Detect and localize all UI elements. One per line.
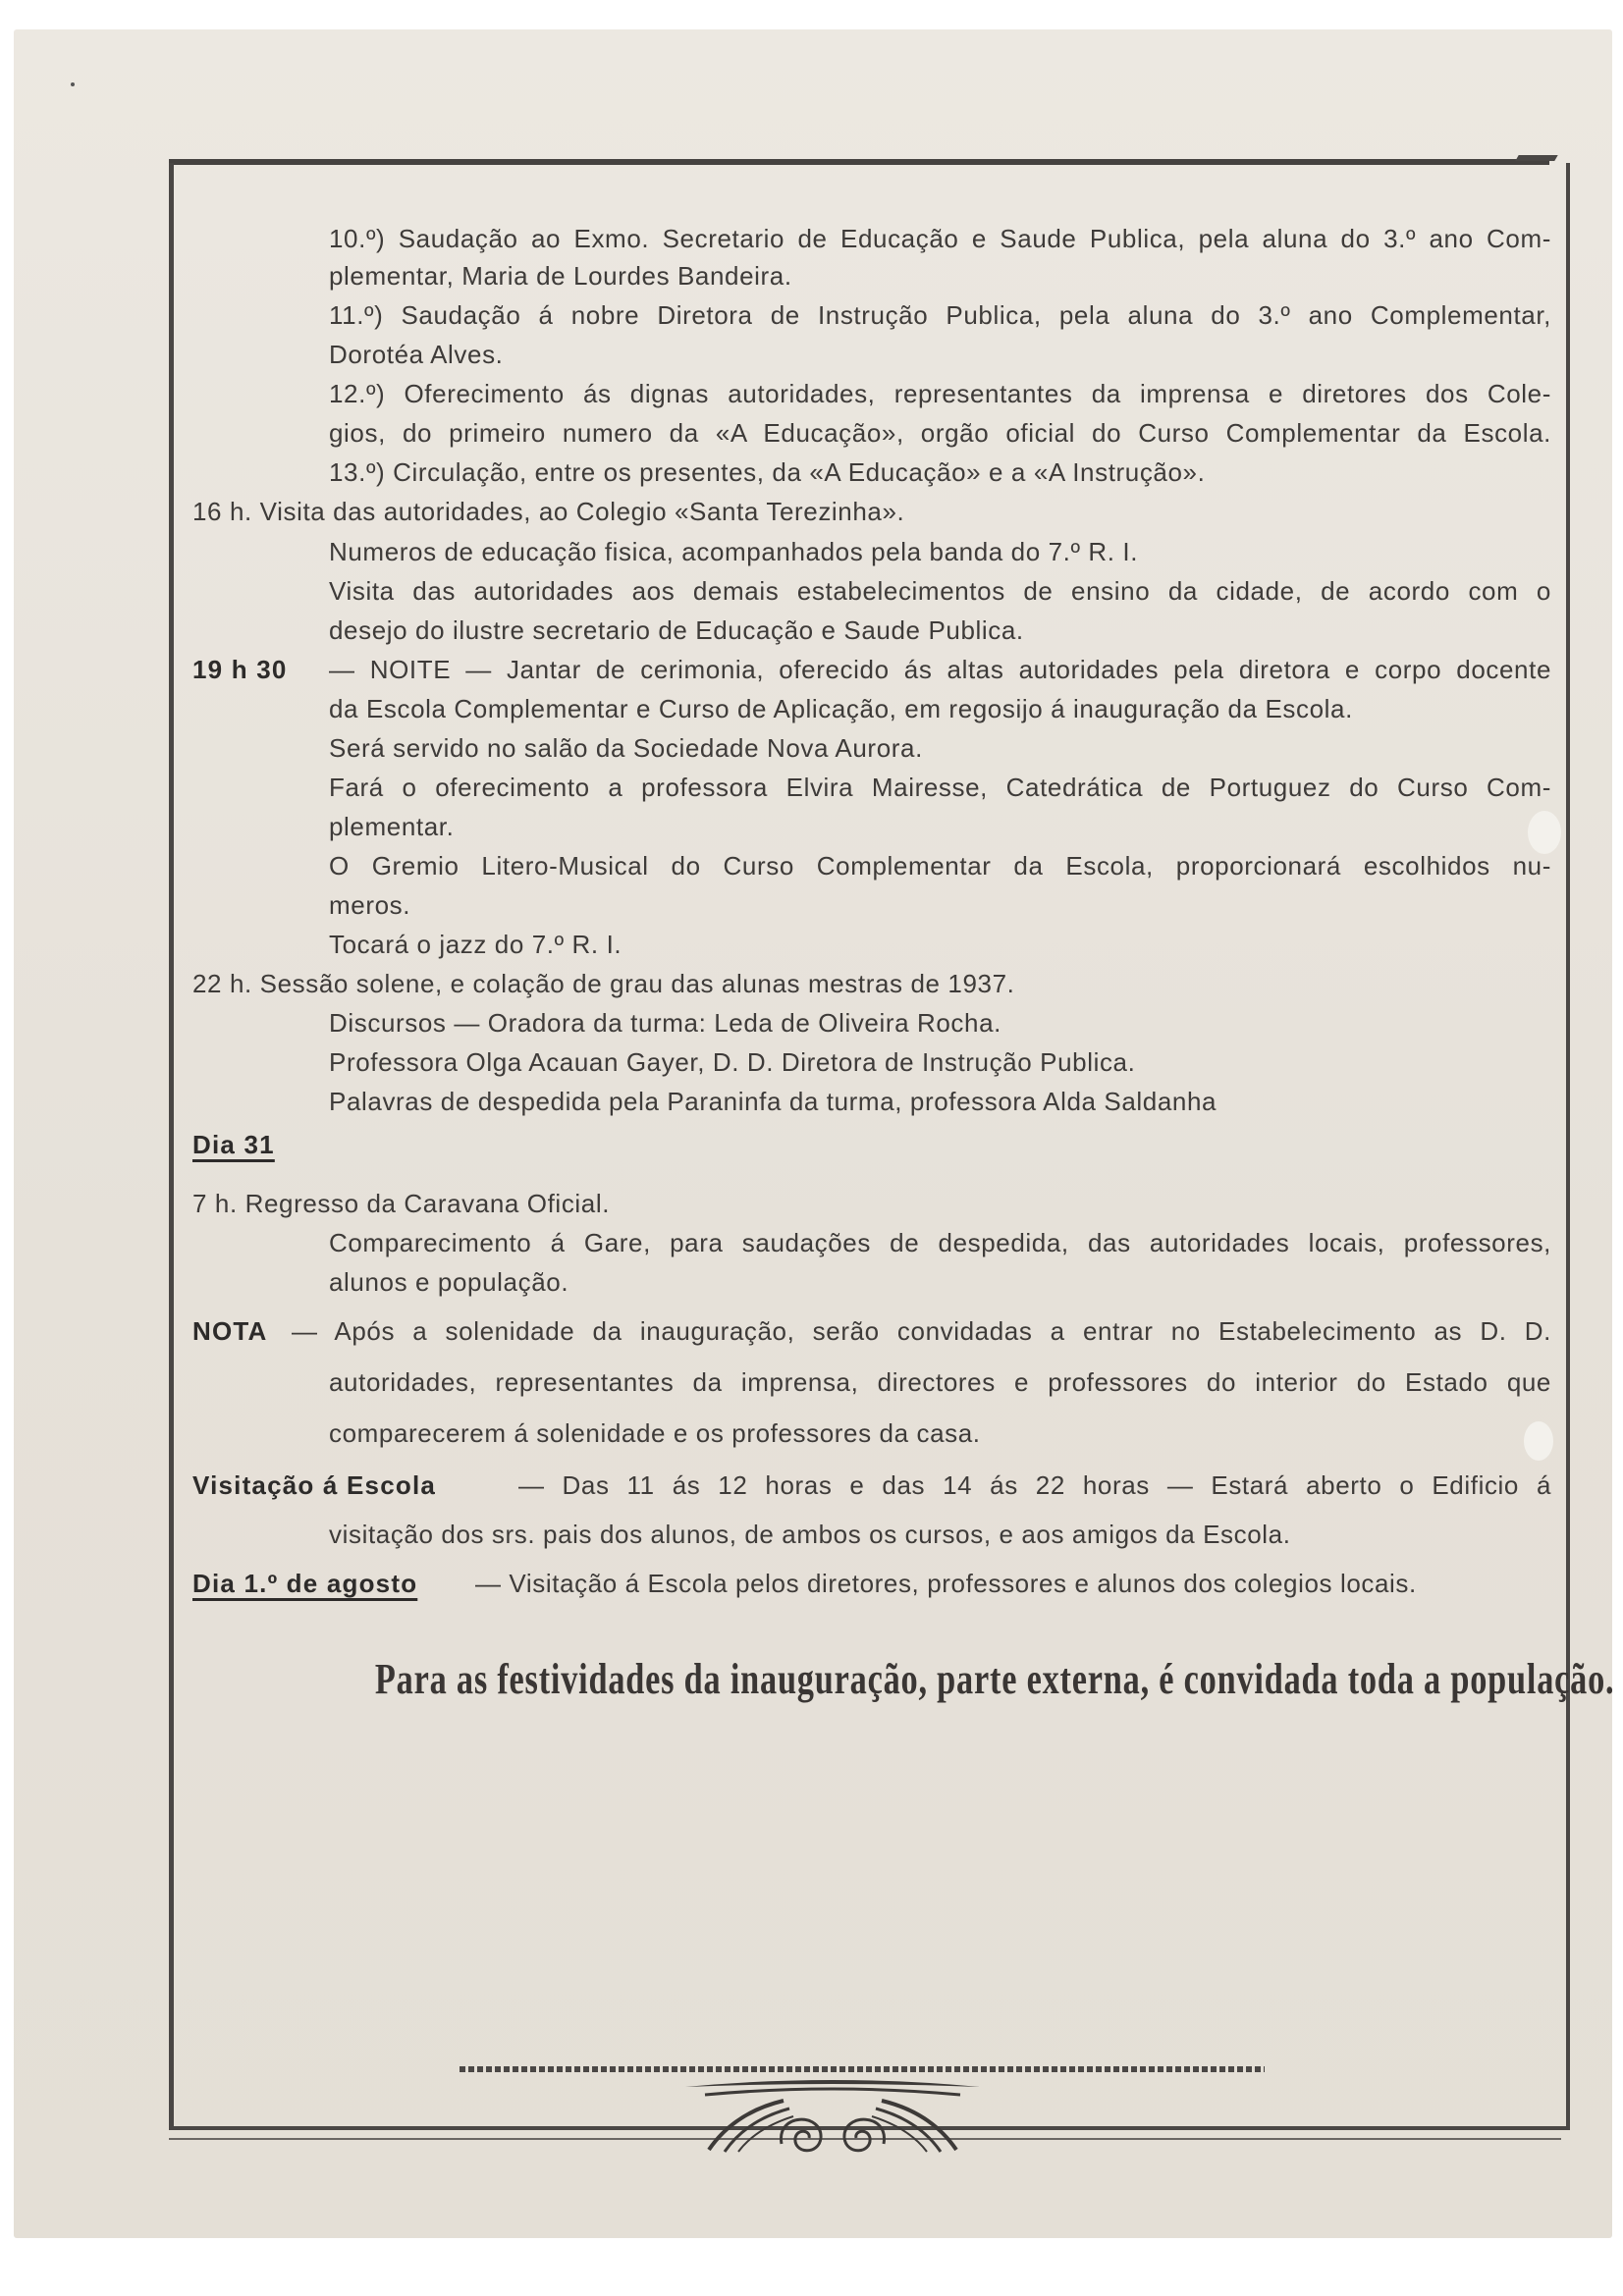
time-22h-sub-3: Palavras de despedida pela Paraninfa da turma, professora Alda Saldanha — [329, 1087, 1217, 1116]
time-7h-sub-1: Comparecimento á Gare, para saudações de despedida, das autoridades locais, professores, — [329, 1228, 1551, 1257]
visitacao-line-2: visitação dos srs. pais dos alunos, de ambos os cursos, e aos amigos da Escola. — [329, 1520, 1291, 1549]
day-31-heading: Dia 31 — [192, 1130, 275, 1159]
nota-line-1: — Após a solenidade da inauguração, serão convidadas a entrar no Estabelecimento as D. D. — [292, 1316, 1551, 1346]
visitacao-line-1: — Das 11 ás 12 horas e das 14 ás 22 horas — Estará aberto o Edificio á — [518, 1470, 1551, 1500]
nota-line-3: comparecerem á solenidade e os professores da casa. — [329, 1418, 981, 1448]
closing-invitation: Para as festividades da inauguração, parte externa, é convidada toda a população. — [374, 1655, 1615, 1703]
time-7h-sub-2: alunos e população. — [329, 1267, 569, 1297]
time-19h30-sub-2: Será servido no salão da Sociedade Nova Aurora. — [329, 733, 923, 763]
time-19h30-sub-1: da Escola Complementar e Curso de Aplicação, em regosijo á inauguração da Escola. — [329, 694, 1353, 723]
time-19h30-sub-3: Fará o oferecimento a professora Elvira Mairesse, Catedrática de Portuguez do Curso Com- — [329, 773, 1551, 802]
item-12-line-2: gios, do primeiro numero da «A Educação», orgão oficial do Curso Complementar da Escola. — [329, 418, 1551, 448]
time-19h30-label: 19 h 30 — [192, 655, 288, 684]
time-16h-sub-3: desejo do ilustre secretario de Educação e Saude Publica. — [329, 615, 1024, 645]
item-11-line-2: Dorotéa Alves. — [329, 340, 504, 369]
time-19h30-sub-4: plementar. — [329, 812, 455, 841]
item-10-line-2: plementar, Maria de Lourdes Bandeira. — [329, 261, 792, 291]
nota-label: NOTA — [192, 1316, 268, 1346]
time-7h-line: 7 h. Regresso da Caravana Oficial. — [192, 1189, 611, 1218]
time-19h30-sub-5: O Gremio Litero-Musical do Curso Complementar da Escola, proporcionará escolhidos nu- — [329, 851, 1551, 881]
nota-line-2: autoridades, representantes da imprensa, directores e professores do interior do Estado que — [329, 1367, 1551, 1397]
flourish-ornament-icon — [666, 2073, 1000, 2191]
dotted-rule — [460, 2066, 1265, 2072]
time-19h30-sub-6: meros. — [329, 890, 411, 920]
time-19h30-sub-7: Tocará o jazz do 7.º R. I. — [329, 930, 622, 959]
time-22h-line: 22 h. Sessão solene, e colação de grau das alunas mestras de 1937. — [192, 969, 1015, 998]
time-22h-sub-2: Professora Olga Acauan Gayer, D. D. Diretora de Instrução Publica. — [329, 1047, 1136, 1077]
item-10-line-1: 10.º) Saudação ao Exmo. Secretario de Educação e Saude Publica, pela aluna do 3.º ano Com- — [329, 224, 1551, 253]
item-12-line-1: 12.º) Oferecimento ás dignas autoridades, representantes da imprensa e diretores dos Cole- — [329, 379, 1551, 408]
time-16h-line: 16 h. Visita das autoridades, ao Colegio «Santa Terezinha». — [192, 497, 905, 526]
item-13-line: 13.º) Circulação, entre os presentes, da «A Educação» e a «A Instrução». — [329, 457, 1206, 487]
time-22h-sub-1: Discursos — Oradora da turma: Leda de Oliveira Rocha. — [329, 1008, 1001, 1038]
item-11-line-1: 11.º) Saudação á nobre Diretora de Instrução Publica, pela aluna do 3.º ano Complementar, — [329, 300, 1551, 330]
time-19h30-line: — NOITE — Jantar de cerimonia, oferecido ás altas autoridades pela diretora e corpo docente — [329, 655, 1551, 684]
august-1-line: — Visitação á Escola pelos diretores, professores e alunos dos colegios locais. — [475, 1569, 1417, 1598]
visitacao-label: Visitação á Escola — [192, 1470, 437, 1500]
august-1-label: Dia 1.º de agosto — [192, 1569, 418, 1598]
time-16h-sub-2: Visita das autoridades aos demais estabelecimentos de ensino da cidade, de acordo com o — [329, 576, 1551, 606]
time-16h-sub-1: Numeros de educação fisica, acompanhados pela banda do 7.º R. I. — [329, 537, 1139, 566]
